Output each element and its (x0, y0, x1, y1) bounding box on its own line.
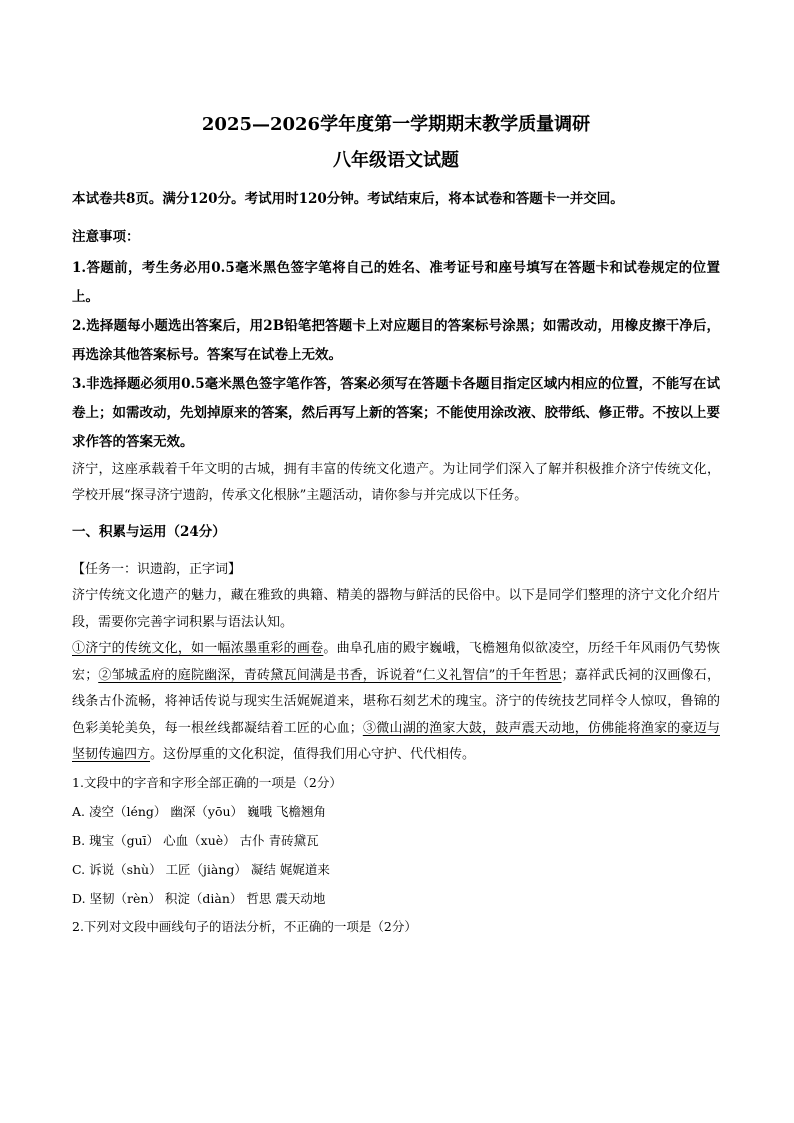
underlined-sentence-1: ①济宁的传统文化，如一幅浓墨重彩的画卷 (72, 641, 324, 656)
question-1-stem: 1.文段中的字音和字形全部正确的一项是（2分） (72, 774, 342, 790)
culture-passage (72, 636, 720, 769)
exam-intro: 本试卷共8页。满分120分。考试用时120分钟。考试结束后，将本试卷和答题卡一并交回。 (72, 191, 624, 207)
underlined-sentence-3: ③微山湖的渔家大鼓，鼓声震天动地，仿佛能将渔家的豪迈与坚韧传遍四方 (72, 720, 720, 762)
note-item-1: 1.答题前，考生务必用0.5毫米黑色签字笔将自己的姓名、准考证号和座号填写在答题卡和试卷规定的位置上。 (72, 260, 720, 305)
question-1-option-d: D. 坚韧（rèn） 积淀（diàn） 哲思 震天动地 (72, 890, 326, 906)
question-1-option-c: C. 诉说（shù） 工匠（jiàng） 凝结 娓娓道来 (72, 861, 330, 877)
question-2-stem: 2.下列对文段中画线句子的语法分析，不正确的一项是（2分） (72, 918, 417, 934)
exam-title: 2025—2026学年度第一学期期末教学质量调研 (201, 114, 591, 135)
passage-text-3: 。这份厚重的文化积淀，值得我们用心守护、代代相传。 (150, 747, 476, 762)
notes-heading: 注意事项： (72, 229, 140, 245)
task-heading: 【任务一：识遗韵，正字词】 (72, 562, 242, 577)
task-intro: 济宁传统文化遗产的魅力，藏在雅致的典籍、精美的器物与鲜活的民俗中。以下是同学们整理的济宁文化介绍片段，需要你完善字词积累与语法认知。 (72, 588, 720, 630)
note-item-3: 3.非选择题必须用0.5毫米黑色签字笔作答，答案必须写在答题卡各题目指定区域内相应的位置，不能写在试卷上；如需改动，先划掉原来的答案，然后再写上新的答案；不能使用涂改液、胶带纸、修正带。不按以上要求作答的答案无效。 (72, 376, 720, 450)
passage-text-1: 。曲阜孔庙的殿宇巍峨，飞檐翘角似欲凌空，历经千年风雨仍气势恢宏； (72, 641, 720, 683)
question-1-option-b: B. 瑰宝（guī） 心血（xuè） 古仆 青砖黛瓦 (72, 832, 319, 848)
exam-subtitle: 八年级语文试题 (333, 150, 459, 171)
note-item-2: 2.选择题每小题选出答案后，用2B铅笔把答题卡上对应题目的答案标号涂黑；如需改动，用橡皮擦干净后，再选涂其他答案标号。答案写在试卷上无效。 (72, 318, 720, 363)
question-1-option-a: A. 凌空（léng） 幽深（yōu） 巍哦 飞檐翘角 (72, 803, 326, 819)
underlined-sentence-2: ②邹城孟府的庭院幽深，青砖黛瓦间满是书香，诉说着“仁义礼智信”的千年哲思 (98, 667, 562, 683)
exam-page (72, 110, 720, 941)
activity-intro: 济宁，这座承载着千年文明的古城，拥有丰富的传统文化遗产。为让同学们深入了解并积极推介济宁传统文化，学校开展“探寻济宁遗韵，传承文化根脉”主题活动，请你参与并完成以下任务。 (72, 462, 720, 503)
passage-text-2: ；嘉祥武氏祠的汉画像石，线条古仆流畅，将神话传说与现实生活娓娓道来，堪称石刻艺术的瑰宝。济宁的传统技艺同样令人惊叹，鲁锦的色彩美轮美奂，每一根丝线都凝结着工匠的心血； (72, 667, 720, 736)
section-heading: 一、积累与运用（24分） (72, 524, 226, 540)
